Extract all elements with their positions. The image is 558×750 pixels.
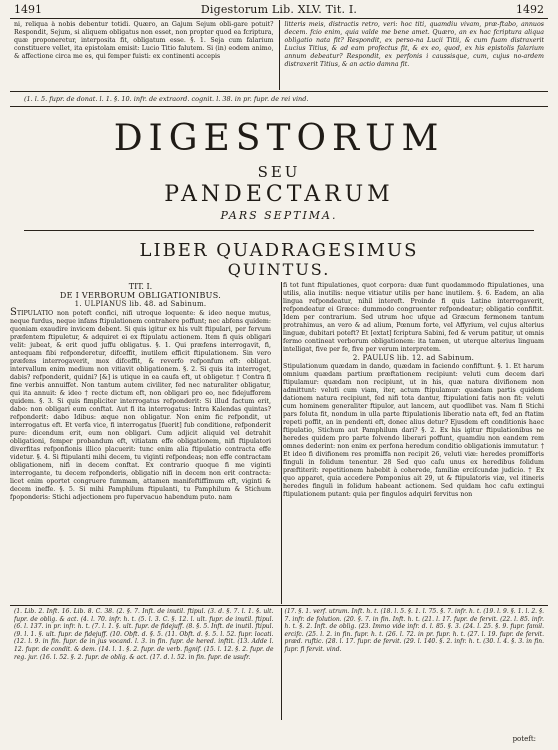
law-text-continued: fi tot funt ftipulationes, quot corpora: duæ funt quodammodo ftipulationes, una utilis, alia inutilis: neque vitiatur utilis per hanc inutilem. §. 6. Eadem, an alia lingua refpondeatur, nihil intereft. Proinde fi quis Latine interrogaverit, refpondeatur ei Græce: dummodo congruenter refpondeatur; obligatio confiftit. Idem per contrarium. Sed utrum hoc ufque ad Græcum fermonem tantum protrahimus, an vero & ad alium, Pœnum forte, vel Affyrium, vel cujus alterius linguæ, dubitari poteft? Et [extat] fcriptura Sabini, fed & verum patitur, ut omnis fermo contineat verborum obligationem: ita tamen, ut uterque alterius linguam intelligat, five per fe, five per verum interpretem.: [283, 282, 544, 353]
top-rule: [10, 91, 548, 92]
reference-line: (1. l. 5. fupr. de donat. l. 1. §. 10. infr. de extraord. cognit. l. 38. in pr. fupr. de rei vind.: [24, 95, 309, 103]
law-text: [10, 309, 271, 502]
title-seu: SEU: [257, 163, 301, 181]
title-pars: PARS SEPTIMA.: [220, 209, 338, 222]
reference-rule: [10, 106, 548, 107]
tit-heading: TIT. I.: [128, 282, 153, 291]
law-author: 1. ULPIANUS lib. 48. ad Sabinum.: [74, 300, 207, 308]
book-heading-line1: LIBER QUADRAGESIMUS: [139, 240, 419, 261]
running-header: [14, 2, 544, 16]
page-number-right: 1492: [515, 2, 544, 16]
law2-text: Stipulationum quædam in dando, quædam in faciendo confiftunt. §. 1. Et harum omnium quædam partium præftationem recipiunt: veluti cum decem dari ftipulamur: quædam non recipiunt, ut in his, quæ natura divifionem non admittunt: veluti cum viam, iter, actum ftipulamur: quædam partis quidem dationem natura recipiunt, fed nifi tota dantur, ftipulationi fatis non fit: veluti cum hominem generaliter ftipulor, aut lancem, aut quodlibet vas. Nam fi Stichi pars foluta fit, nondum in ulla parte ftipulationis liberatio nata eft, fed an ftatim repeti poffit, an in pendenti eft, donec alius detur? Ejusdem eft conditionis haec ftipulatio, Stichum aut Pamphilum dari? §. 2. Ex his igitur ftipulationibus ne heredes quidem pro parte folvendo liberari poffunt, quamdiu non eandem rem omnes dederint: non enim ex perfona heredum conditio obligationis immutatur. † Et ideo fi divifionem res promiffa non recipit 26, veluti viæ: heredes promifforis finguli in folidum tenentur. 28 Sed quo caſu unus ex heredibus folidum præftiterit: repetitionem habebit à coherede, familiæ erciſcundæ judicio. † Ex quo apparet, quia accedere Pomponius ait 29, ut & ftipulatoris viæ, vel itineris heredes finguli in folidum habeant actionem. Sed quidam hoc cafu extingui ftipulationem putant: quia per fingulos adquiri fervitus non: [283, 363, 544, 498]
drop-capital: S: [10, 307, 17, 318]
main-title: DIGESTORUM: [113, 118, 445, 159]
top-text-right: litteris meis, distractis retro, veri: hoc titi, quamdiu vivam, præ-ftabo, annuos decem. fcio enim, quia valde me bene amet. Quæro, an ex hac fcriptura aliqua obligatio nata fit? Respondit, ex perso-na Lucii Titii, & cum fuam distraxerit Lucius Titius, & ad eam profectus fit, & ex eo, quod, ex his epistolis falarium annum debeatur? Respondit, ex perfonis i caussisque, cum, cujus no-ardem distraxerit Titius, & an actio damna fit.: [284, 21, 544, 68]
tit-subtitle: DE I VERBORUM OBLIGATIONIBUS.: [59, 291, 222, 300]
footnotes-right: (17. §. 1. verf. utrum. Inft. h. t. (18. l. 5. §. 1. l. 75. §. 7. infr. h. t. (19. l. 9. §. 1. l. 2. §. 7. infr. de folution. (20. §. 7. in fin. Inft. h. t. (21. l. 17. fupr. de fervit. (22. l. 85. infr. h. t. §. 2. Inft. de oblig. (23. Immo vide infr. d. l. 85. §. 3. (24. l. 25. §. 9. fupr. famil. ercifc. (25. l. 2. in fin. fupr. h. t. (26. l. 72. in pr. fupr. h. t. (27. l. 19. fupr. de fervit. præd. ruftic. (28. l. 17. fupr. de fervit. (29. l. 140. §. 2. infr. h. t. (30. l. 4. §. 3. in fin. fupr. fi fervit. vind.: [284, 608, 544, 653]
notes-rule: [10, 605, 548, 606]
top-text-left: ni, reliqua à nobis debentur totidi. Quæro, an Gajum Sejum obli-gare potuit? Respondit, Sejum, si aliquem obligatus non esset, non propter quod ea fcriptura, quæ proponeretur, interposita fit, obligatum esse. §. 1. Seja cum falarium constituere vellet, ita epistolam emisit: Lucio Titio falutem. Si (in) eodem animo, & affectione circa me es, qui femper fuisti: ex continenti accepis: [14, 21, 274, 60]
running-title: Digestorum Lib. XLV. Tit. I.: [200, 2, 358, 16]
page-number-left: 1491: [14, 2, 42, 16]
catchword: poteft:: [512, 735, 536, 743]
header-rule: [10, 18, 548, 19]
top-column-divider: [279, 20, 280, 90]
main-text-left: [10, 282, 277, 604]
main-column-divider: [281, 282, 282, 604]
title-rule: [24, 230, 534, 231]
main-text-right: [277, 282, 544, 604]
title-pandectarum: PANDECTARUM: [164, 182, 394, 207]
book-heading-line2: QUINTUS.: [227, 260, 331, 279]
law-body: TIPULATIO non poteft confici, nifi utroque loquente: & ideo neque mutus, neque furdus, neque infans ftipulationem contrahere poffunt; nec abfens quidem: quoniam exaudire invicem debent. Si quis igitur ex his vult ftipulari, per fervum præfentem ftipuletur, & adquiret ei ex ftipulatu actionem. Item fi quis obligari velit: jubeat, & erit quod juffu obligatus. §. 1. Qui præfens interrogavit, fi, antequam fibi refponderetur, difceffit, inutilem efficit ftipulationem. Sin vero præfens interrogaverit, mox difceffit, & reverfo refponfum eft: obligat. intervallum enim medium non vitiavit obligationem. §. 2. Si quis ita interroget, dabis? refponderit, quidni? [&] is utique in ea caufa eft, ut obligetur. † Contra fi fine verbis annuiffet. Non tantum autem civiliter, fed nec naturaliter obligatur, qui ita annuit: & ideo † recte dictum eft, non obligari pro eo, nec fidejufforem quidem. §. 3. Si quis fimpliciter interrogatus refponderit: Si illud factum erit, dabo: non obligari eum conftat. Aut fi ita interrogatus: Intra Kalendas quintas? refponderit: dabo Idibus: æque non obligatur. Non enim fic refpondit, ut interrogatus eft. Et verfa vice, fi interrogatus [fuerit] fub conditione, refponderit pure: dicendum erit, eum non obligari. Cum adjicit aliquid vel detrahit obligationi, femper probandum eft, vitiatam effe obligationem, nifi ftipulatori diverfitas refponfionis illico placuerit: tunc enim alia ftipulatio contracta effe videtur. §. 4. Si ftipulanti mihi decem, tu viginti refpondeas; non effe contractam obligationem, nifi in decem conftat. Ex contrario quoque fi me viginti interrogante, tu decem refponderis, obligatio nifi in decem non erit contracta: licet enim oportet congruere fummam, attamen manifeftiffimum eft, viginti & decem ineffe. §. 5. Si mihi Pamphilum ftipulanti, tu Pamphilum & Stichum fpoponderis: Stichi adjectionem pro fupervacuo habendum puto. nam: [10, 310, 271, 501]
notes-column-divider: [281, 608, 282, 720]
footnotes-block: [14, 608, 544, 720]
footnotes-left: (1. Lib. 2. Inft. 16. Lib. 8. C. 38. (2. §. 7. Inft. de inutil. ftipul. (3. d. §. 7. l. 1. §. ult. fupr. de oblig. & act. (4. l. 70. infr. h. t. (5. l. 3. C. §. 12. l. ult. fupr. de inutil. ftipul. (6. l. 137. in pr. infr. h. t. (7. l. 1. §. ult. fupr. de fidejuff. (8. §. 5. Inft. de inutil. ftipul. (9. l. 1. §. ult. fupr. de fidejuff. (10. Obft. d. §. 5. (11. Obft. d. §. 5. l. 52. fupr. locati. (12. l. 9. in fin. fupr. de in jus vocand. l. 3. in fin. fupr. de hered. inftit. (13. Adde l. 12. fupr. de condit. & dem. (14. l. 1. §. 2. fupr. de verb. fignif. (15. l. 12. §. 2. fupr. de reg. jur. (16. l. 52. §. 2. fupr. de oblig. & act. (17. d. l. 52. in fin. fupr. de usufr.: [14, 608, 274, 661]
law2-author: 2. PAULUS lib. 12. ad Sabinum.: [352, 354, 475, 362]
main-text-block: [10, 282, 544, 604]
